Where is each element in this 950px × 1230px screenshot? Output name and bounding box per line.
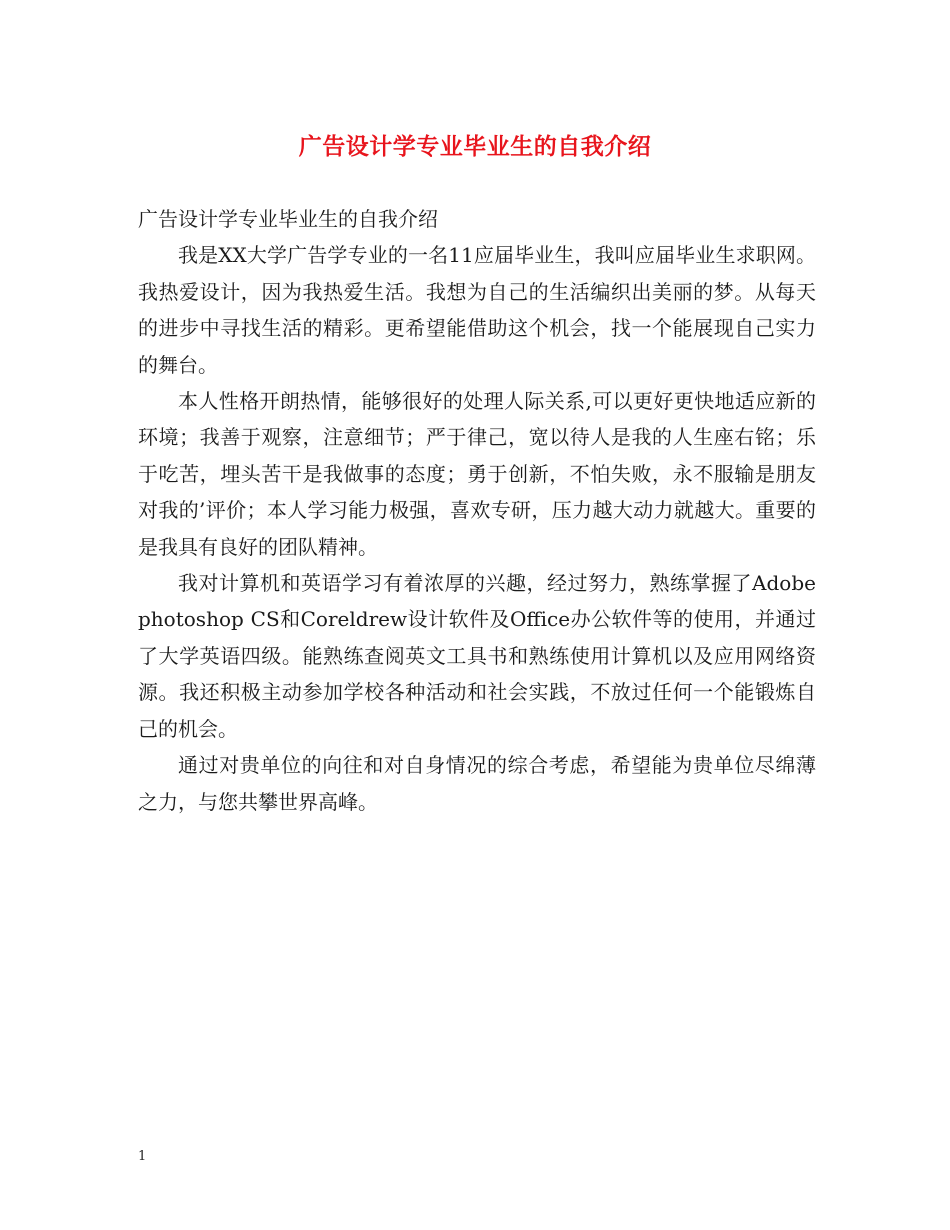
document-title: 广告设计学专业毕业生的自我介绍 (298, 133, 652, 160)
document-body (138, 201, 816, 820)
page-number: 1 (138, 1149, 147, 1164)
document-subtitle: 广告设计学专业毕业生的自我介绍 (138, 207, 438, 231)
paragraph-intro: 我是XX大学广告学专业的一名11应届毕业生，我叫应届毕业生求职网。我热爱设计，因为我热爱生活。我想为自己的生活编织出美丽的梦。从每天的进步中寻找生活的精彩。更希望能借助这个机会，找一个能展现自己实力的舞台。 (138, 243, 816, 377)
paragraph-closing: 通过对贵单位的向往和对自身情况的综合考虑，希望能为贵单位尽绵薄之力，与您共攀世界高峰。 (138, 753, 816, 814)
paragraph-personality: 本人性格开朗热情，能够很好的处理人际关系,可以更好更快地适应新的环境；我善于观察，注意细节；严于律己，宽以待人是我的人生座右铭；乐于吃苦，埋头苦干是我做事的态度；勇于创新，不怕失败，永不服输是朋友对我的’评价；本人学习能力极强，喜欢专研，压力越大动力就越大。重要的是我具有良好的团队精神。 (138, 389, 816, 559)
paragraph-skills: 我对计算机和英语学习有着浓厚的兴趣，经过努力，熟练掌握了Adobe photoshop CS和Coreldrew设计软件及Office办公软件等的使用，并通过了大学英语四级。能熟练查阅英文工具书和熟练使用计算机以及应用网络资源。我还积极主动参加学校各种活动和社会实践，不放过任何一个能锻炼自己的机会。 (138, 571, 816, 741)
